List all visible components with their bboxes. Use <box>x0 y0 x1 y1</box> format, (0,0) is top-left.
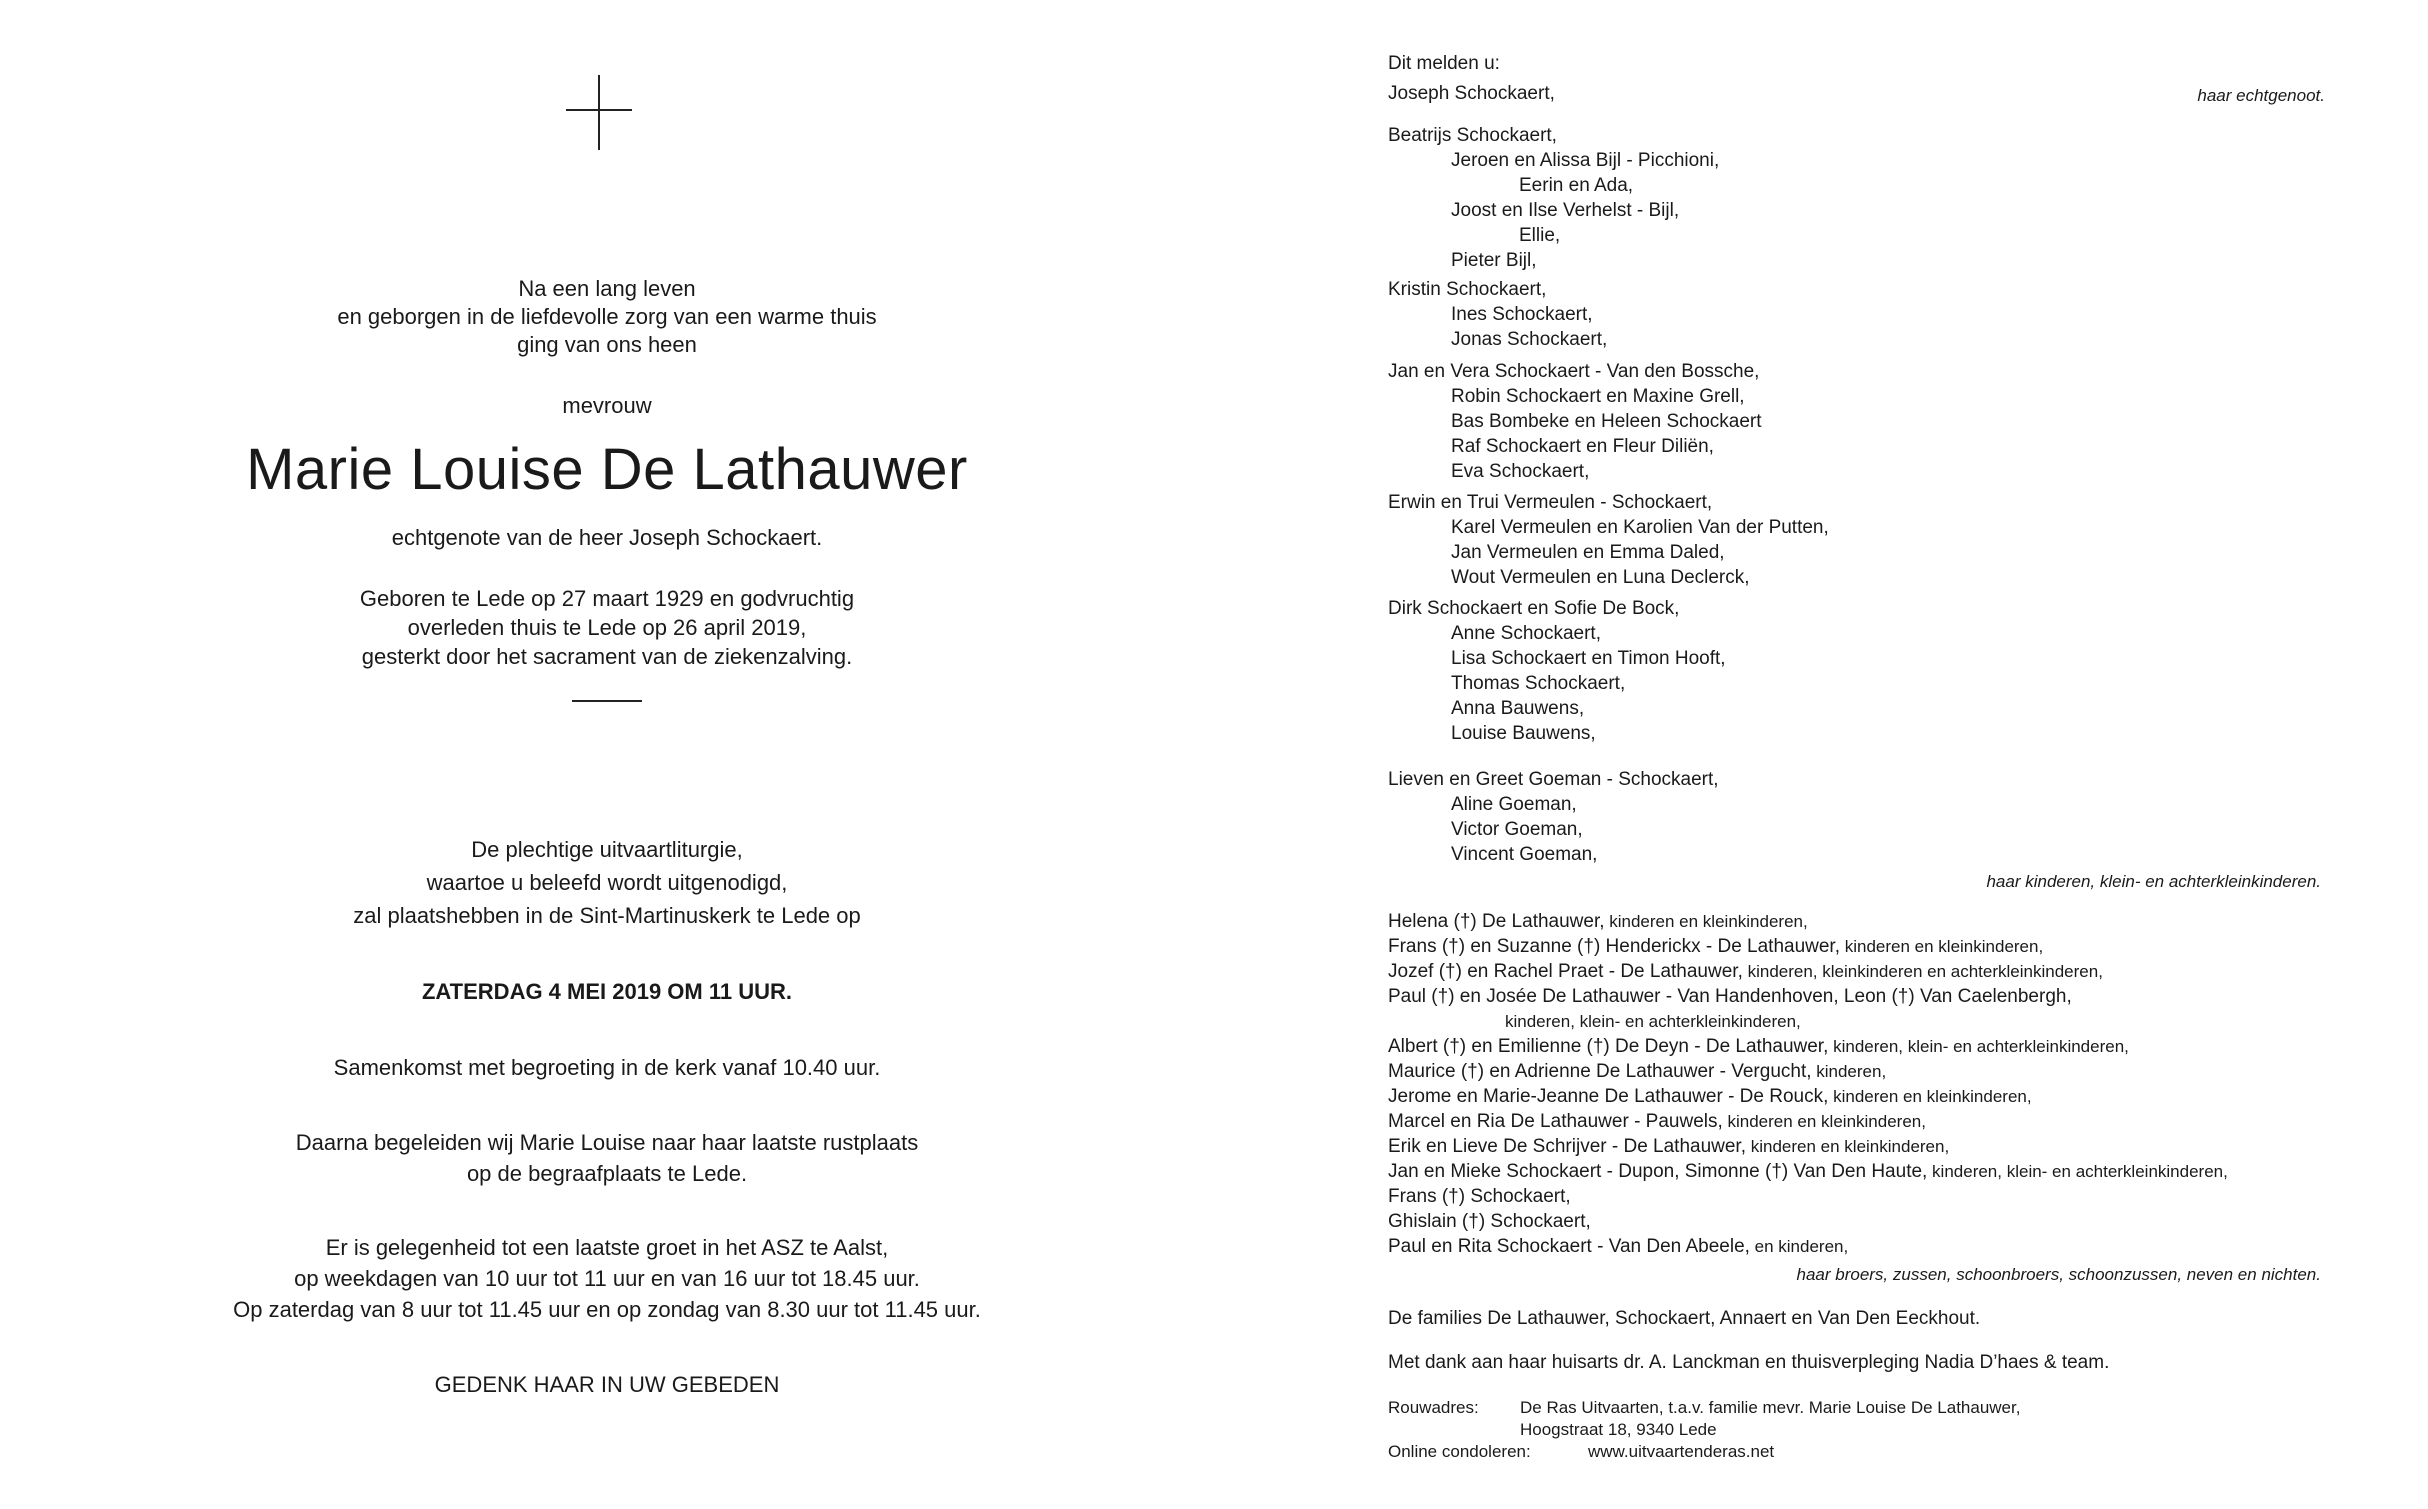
online-url: www.uitvaartenderas.net <box>1588 1442 1775 1461</box>
family-member: Joost en Ilse Verhelst - Bijl, <box>1451 200 1680 221</box>
families-line: De families De Lathauwer, Schockaert, Annaert en Van Den Eeckhout. <box>1388 1308 1981 1329</box>
liturgy-line-1: De plechtige uitvaartliturgie, <box>471 837 743 862</box>
online-label: Online condoleren: <box>1388 1442 1531 1461</box>
family-member: Eerin en Ada, <box>1519 175 1634 196</box>
family-member: Pieter Bijl, <box>1451 250 1537 271</box>
sibling-descendants: kinderen, klein- en achterkleinkinderen, <box>1927 1162 2228 1181</box>
family-member: Robin Schockaert en Maxine Grell, <box>1451 386 1745 407</box>
burial-line-1: Daarna begeleiden wij Marie Louise naar haar laatste rustplaats <box>295 1130 919 1155</box>
family-member: Ines Schockaert, <box>1451 304 1593 325</box>
family-member: Jan en Vera Schockaert - Van den Bossche, <box>1388 361 1760 382</box>
cross-icon <box>566 75 632 150</box>
liturgy-line-3: zal plaatshebben in de Sint-Martinuskerk te Lede op <box>353 903 861 928</box>
sibling-names: Helena (†) De Lathauwer, <box>1388 911 1605 932</box>
sibling-descendants: kinderen en kleinkinderen, <box>1828 1087 2032 1106</box>
closing-prayer: GEDENK HAAR IN UW GEBEDEN <box>434 1372 780 1397</box>
visit-line-3: Op zaterdag van 8 uur tot 11.45 uur en op zondag van 8.30 uur tot 11.45 uur. <box>233 1297 981 1322</box>
family-member: Kristin Schockaert, <box>1388 279 1547 300</box>
sibling-line <box>1505 1010 1801 1034</box>
visit-line-1: Er is gelegenheid tot een laatste groet in het ASZ te Aalst, <box>325 1235 889 1260</box>
intro-line-3: ging van ons heen <box>517 332 697 357</box>
birth-line-3: gesterkt door het sacrament van de ziekenzalving. <box>361 644 853 669</box>
right-page <box>1388 0 2428 1509</box>
sibling-descendants: kinderen, <box>1811 1062 1887 1081</box>
sibling-line <box>1388 1160 2228 1184</box>
intro-line-2: en geborgen in de liefdevolle zorg van een warme thuis <box>337 304 877 329</box>
intro-line-1: Na een lang leven <box>518 276 696 301</box>
family-member: Thomas Schockaert, <box>1451 673 1626 694</box>
sibling-names: Erik en Lieve De Schrijver - De Lathauwer, <box>1388 1136 1746 1157</box>
address-line-2: Hoogstraat 18, 9340 Lede <box>1520 1420 1717 1439</box>
liturgy-line-2: waartoe u beleefd wordt uitgenodigd, <box>426 870 788 895</box>
sibling-names: Jerome en Marie-Jeanne De Lathauwer - De Rouck, <box>1388 1086 1829 1107</box>
sibling-line <box>1388 1035 2129 1059</box>
family-member: Bas Bombeke en Heleen Schockaert <box>1451 411 1762 432</box>
spouse-role: haar echtgenoot. <box>2197 86 2325 105</box>
spouse-name: Joseph Schockaert, <box>1388 83 1555 104</box>
sibling-line <box>1388 1085 2032 1109</box>
sibling-line <box>1388 960 2103 984</box>
family-member: Karel Vermeulen en Karolien Van der Putten, <box>1451 517 1829 538</box>
sibling-descendants: kinderen, kleinkinderen en achterkleinkinderen, <box>1742 962 2103 981</box>
family-member: Beatrijs Schockaert, <box>1388 125 1557 146</box>
sibling-line <box>1388 1185 1571 1209</box>
birth-line-2: overleden thuis te Lede op 26 april 2019, <box>407 615 807 640</box>
family-role: haar kinderen, klein- en achterkleinkinderen. <box>1986 872 2321 891</box>
funeral-date: ZATERDAG 4 MEI 2019 OM 11 UUR. <box>421 979 792 1004</box>
family-member: Erwin en Trui Vermeulen - Schockaert, <box>1388 492 1713 513</box>
sibling-line <box>1388 910 1808 934</box>
thanks-line: Met dank aan haar huisarts dr. A. Lanckman en thuisverpleging Nadia D’haes & team. <box>1388 1352 2110 1373</box>
family-member: Anne Schockaert, <box>1451 623 1601 644</box>
family-member: Louise Bauwens, <box>1451 723 1596 744</box>
sibling-descendants: kinderen en kleinkinderen, <box>1746 1137 1950 1156</box>
deceased-name: Marie Louise De Lathauwer <box>246 437 968 502</box>
family-member: Eva Schockaert, <box>1451 461 1590 482</box>
sibling-names: Marcel en Ria De Lathauwer - Pauwels, <box>1388 1111 1723 1132</box>
spouse-line: echtgenote van de heer Joseph Schockaert. <box>391 525 823 550</box>
sibling-descendants: kinderen en kleinkinderen, <box>1722 1112 1926 1131</box>
sibling-descendants: kinderen en kleinkinderen, <box>1604 912 1808 931</box>
sibling-names: Jozef (†) en Rachel Praet - De Lathauwer, <box>1388 961 1743 982</box>
title: mevrouw <box>562 393 652 418</box>
family-member: Anna Bauwens, <box>1451 698 1585 719</box>
sibling-names: Paul (†) en Josée De Lathauwer - Van Handenhoven, Leon (†) Van Caelenbergh, <box>1388 986 2072 1007</box>
family-member: Jan Vermeulen en Emma Daled, <box>1451 542 1725 563</box>
sibling-names: Jan en Mieke Schockaert - Dupon, Simonne (†) Van Den Haute, <box>1388 1161 1928 1182</box>
sibling-descendants: kinderen, klein- en achterkleinkinderen, <box>1505 1012 1801 1031</box>
sibling-names: Albert (†) en Emilienne (†) De Deyn - De Lathauwer, <box>1388 1036 1829 1057</box>
sibling-names: Paul en Rita Schockaert - Van Den Abeele, <box>1388 1236 1750 1257</box>
family-member: Lisa Schockaert en Timon Hooft, <box>1451 648 1726 669</box>
sibling-descendants: en kinderen, <box>1749 1237 1849 1256</box>
siblings-role: haar broers, zussen, schoonbroers, schoonzussen, neven en nichten. <box>1796 1265 2321 1284</box>
family-member: Wout Vermeulen en Luna Declerck, <box>1451 567 1750 588</box>
family-member: Raf Schockaert en Fleur Diliën, <box>1451 436 1714 457</box>
sibling-line <box>1388 935 2043 959</box>
birth-line-1: Geboren te Lede op 27 maart 1929 en godvruchtig <box>359 586 855 611</box>
family-member: Ellie, <box>1519 225 1561 246</box>
family-member: Lieven en Greet Goeman - Schockaert, <box>1388 769 1719 790</box>
sibling-names: Frans (†) en Suzanne (†) Henderickx - De Lathauwer, <box>1388 936 1840 957</box>
address-line-1: De Ras Uitvaarten, t.a.v. familie mevr. Marie Louise De Lathauwer, <box>1520 1398 2021 1417</box>
family-member: Vincent Goeman, <box>1451 844 1598 865</box>
burial-line-2: op de begraafplaats te Lede. <box>466 1161 748 1186</box>
family-member: Jeroen en Alissa Bijl - Picchioni, <box>1451 150 1720 171</box>
divider <box>572 700 642 702</box>
sibling-names: Frans (†) Schockaert, <box>1388 1186 1571 1207</box>
sibling-descendants: kinderen, klein- en achterkleinkinderen, <box>1828 1037 2129 1056</box>
family-member: Victor Goeman, <box>1451 819 1583 840</box>
sibling-line <box>1388 1235 1848 1259</box>
sibling-names: Ghislain (†) Schockaert, <box>1388 1211 1591 1232</box>
announcement-header: Dit melden u: <box>1388 53 1500 74</box>
sibling-descendants: kinderen en kleinkinderen, <box>1840 937 2044 956</box>
sibling-line <box>1388 985 2072 1009</box>
sibling-names: Maurice (†) en Adrienne De Lathauwer - Vergucht, <box>1388 1061 1812 1082</box>
sibling-line <box>1388 1110 1926 1134</box>
sibling-line <box>1388 1135 1949 1159</box>
address-label: Rouwadres: <box>1388 1398 1479 1417</box>
sibling-line <box>1388 1210 1591 1234</box>
family-member: Aline Goeman, <box>1451 794 1577 815</box>
gathering-line: Samenkomst met begroeting in de kerk vanaf 10.40 uur. <box>333 1055 881 1080</box>
family-member: Dirk Schockaert en Sofie De Bock, <box>1388 598 1680 619</box>
sibling-line <box>1388 1060 1886 1084</box>
visit-line-2: op weekdagen van 10 uur tot 11 uur en van 16 uur tot 18.45 uur. <box>294 1266 920 1291</box>
family-member: Jonas Schockaert, <box>1451 329 1608 350</box>
